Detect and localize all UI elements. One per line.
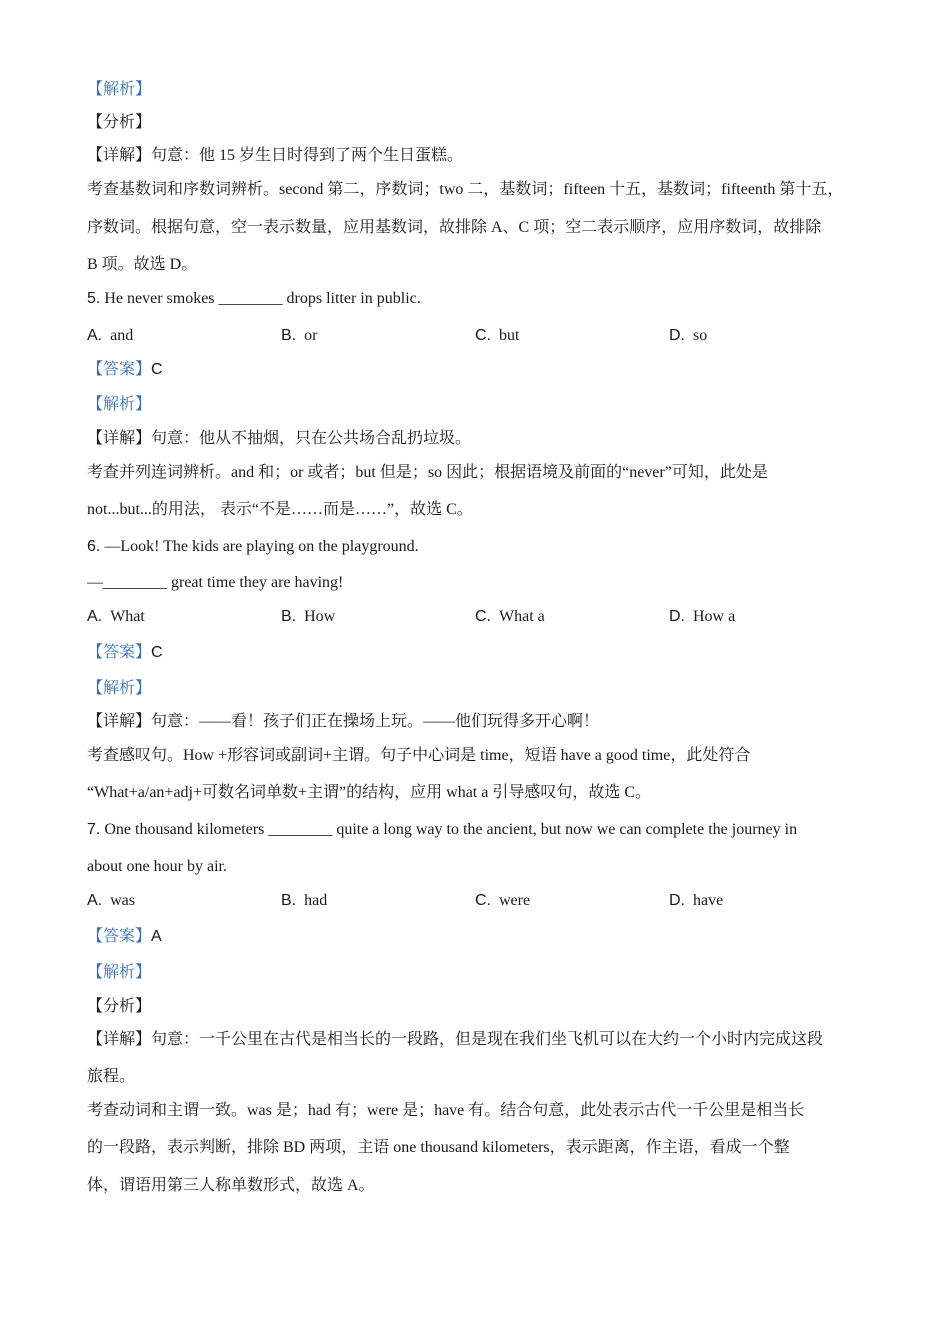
- option-letter: C.: [475, 608, 491, 625]
- option-letter: D.: [669, 327, 685, 344]
- option-c: [475, 326, 519, 346]
- fenxi-label: 【分析】: [87, 998, 152, 1015]
- option-d: [669, 891, 723, 911]
- option-text: have: [693, 892, 724, 909]
- question-stem: [87, 289, 421, 309]
- explain-line: 考查并列连词辨析。and 和；or 或者；but 但是；so 因此；根据语境及前面的“never”可知，此处是: [87, 464, 768, 481]
- explain-line: 考查动词和主谓一致。was 是；had 有；were 是；have 有。结合句意，此处表示古代一千公里是相当长: [87, 1102, 805, 1119]
- option-letter: B.: [281, 327, 297, 344]
- option-text: was: [110, 892, 136, 909]
- option-a: [87, 326, 133, 346]
- analysis-label: 【解析】: [87, 81, 152, 98]
- detail-label: 【详解】: [87, 147, 152, 164]
- option-letter: D.: [669, 892, 685, 909]
- option-d: [669, 607, 735, 627]
- question-text: —Look! The kids are playing on the playground.: [100, 538, 419, 555]
- answer-value: C: [151, 361, 163, 378]
- fenxi-label: 【分析】: [87, 114, 152, 131]
- explain-line: B 项。故选 D。: [87, 256, 198, 273]
- question-stem: [87, 820, 797, 840]
- detail-label: 【详解】: [87, 713, 152, 730]
- option-text: or: [304, 327, 318, 344]
- detail-text: 旅程。: [87, 1068, 136, 1085]
- question-text: He never smokes ________ drops litter in public.: [100, 290, 421, 307]
- explain-line: 考查感叹句。How +形容词或副词+主谓。句子中心词是 time，短语 have a good time，此处符合: [87, 747, 751, 764]
- detail-label: 【详解】: [87, 430, 152, 447]
- option-d: [669, 326, 707, 346]
- option-text: so: [693, 327, 708, 344]
- option-b: [281, 326, 317, 346]
- analysis-label: 【解析】: [87, 964, 152, 981]
- answer-line: [87, 643, 163, 663]
- option-letter: B.: [281, 892, 297, 909]
- answer-label: 【答案】: [87, 644, 152, 661]
- explain-line: not...but...的用法， 表示“不是……而是……”，故选 C。: [87, 501, 473, 518]
- option-letter: B.: [281, 608, 297, 625]
- option-text: How: [304, 608, 336, 625]
- detail-line: [87, 146, 463, 166]
- answer-value: A: [151, 928, 162, 945]
- detail-text: 句意：一千公里在古代是相当长的一段路，但是现在我们坐飞机可以在大约一个小时内完成这段: [151, 1031, 824, 1048]
- option-letter: A.: [87, 327, 103, 344]
- option-a: [87, 607, 145, 627]
- option-c: [475, 891, 530, 911]
- explain-line: 考查基数词和序数词辨析。second 第二，序数词；two 二，基数词；fifteen 十五，基数词；fifteenth 第十五，: [87, 181, 844, 198]
- option-text: How a: [693, 608, 736, 625]
- explain-line: 的一段路，表示判断，排除 BD 两项，主语 one thousand kilometers，表示距离，作主语，看成一个整: [87, 1139, 790, 1156]
- option-text: What a: [499, 608, 545, 625]
- option-letter: D.: [669, 608, 685, 625]
- option-c: [475, 607, 545, 627]
- explain-line: 体，谓语用第三人称单数形式，故选 A。: [87, 1177, 375, 1194]
- option-text: What: [110, 608, 145, 625]
- question-text: One thousand kilometers ________ quite a long way to the ancient, but now we can complete the journey in: [100, 821, 798, 838]
- analysis-label: 【解析】: [87, 680, 152, 697]
- answer-label: 【答案】: [87, 361, 152, 378]
- question-number: 6.: [87, 538, 101, 555]
- question-number: 5.: [87, 290, 101, 307]
- question-text: —________ great time they are having!: [87, 574, 344, 591]
- option-text: and: [110, 327, 134, 344]
- analysis-label: 【解析】: [87, 396, 152, 413]
- answer-label: 【答案】: [87, 928, 152, 945]
- detail-text: 句意：他 15 岁生日时得到了两个生日蛋糕。: [151, 147, 464, 164]
- option-letter: C.: [475, 892, 491, 909]
- option-letter: A.: [87, 892, 103, 909]
- question-number: 7.: [87, 821, 101, 838]
- detail-line: [87, 1030, 823, 1050]
- answer-line: [87, 360, 163, 380]
- question-stem: [87, 537, 419, 557]
- answer-line: [87, 927, 162, 947]
- detail-line: [87, 712, 599, 732]
- detail-label: 【详解】: [87, 1031, 152, 1048]
- question-text: about one hour by air.: [87, 858, 227, 875]
- option-text: had: [304, 892, 328, 909]
- option-a: [87, 891, 135, 911]
- detail-line: [87, 429, 471, 449]
- option-text: but: [499, 327, 520, 344]
- option-letter: A.: [87, 608, 103, 625]
- detail-text: 句意：他从不抽烟，只在公共场合乱扔垃圾。: [151, 430, 472, 447]
- answer-value: C: [151, 644, 163, 661]
- option-text: were: [499, 892, 531, 909]
- detail-text: 句意：——看！孩子们正在操场上玩。——他们玩得多开心啊！: [151, 713, 600, 730]
- option-letter: C.: [475, 327, 491, 344]
- option-b: [281, 891, 327, 911]
- option-b: [281, 607, 335, 627]
- explain-line: “What+a/an+adj+可数名词单数+主谓”的结构，应用 what a 引导感叹句，故选 C。: [87, 784, 652, 801]
- explain-line: 序数词。根据句意，空一表示数量，应用基数词，故排除 A、C 项；空二表示顺序，应用序数词，故排除: [87, 219, 822, 236]
